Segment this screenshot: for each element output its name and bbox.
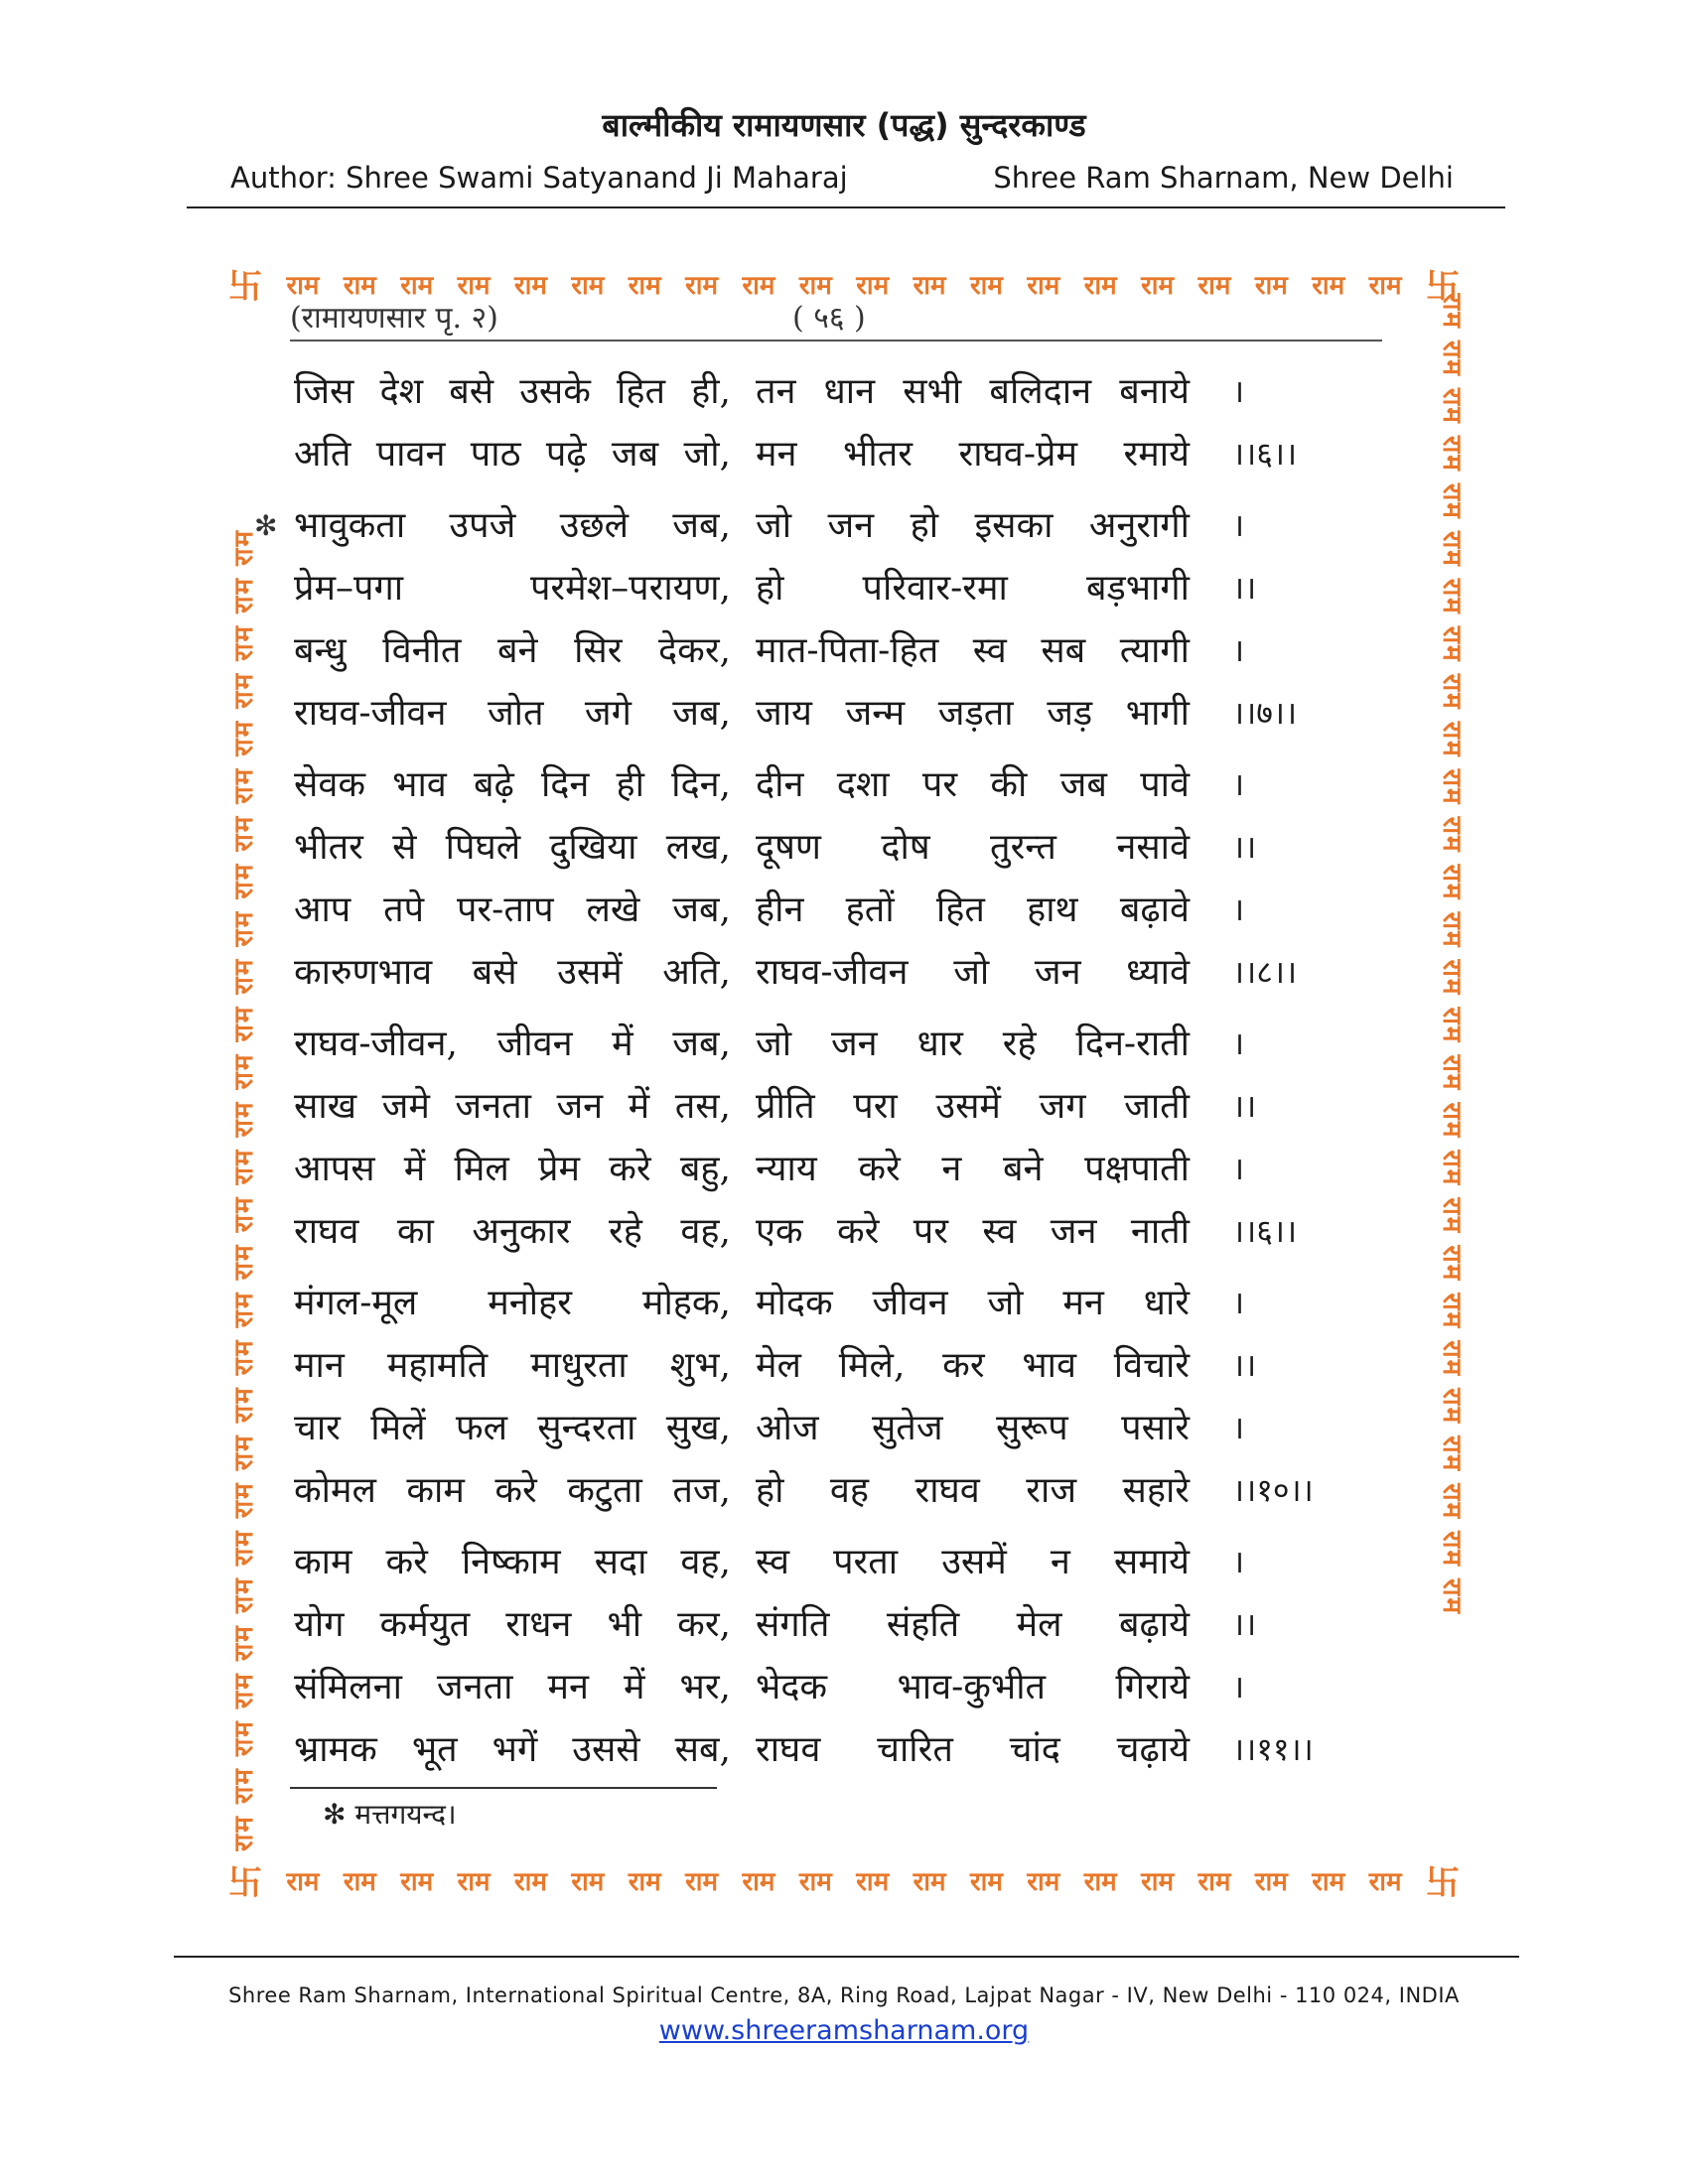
ornament-word: राम: [1312, 1866, 1345, 1897]
verse-second-half: मन भीतर राघव-प्रेम रमाये: [756, 434, 1190, 475]
verse-end-mark: ।।: [1232, 1346, 1257, 1384]
verse-end-mark: ।।७।।: [1232, 694, 1298, 732]
verse-end-mark: ।: [1232, 1543, 1245, 1580]
ornament-word: राम: [571, 270, 605, 301]
publisher-line: Shree Ram Sharnam, New Delhi: [993, 161, 1454, 195]
verse-first-half: योग कर्मयुत राधन भी कर,: [294, 1604, 731, 1645]
ornament-word: राम: [856, 270, 890, 301]
verse-line: [294, 423, 1416, 485]
verse-second-half: हो वह राघव राज सहारे: [756, 1470, 1190, 1511]
verse-line: [294, 1531, 1416, 1593]
ornament-word: राम: [969, 270, 1003, 301]
verse-line: [294, 1013, 1416, 1075]
ornament-word: राम: [571, 1866, 605, 1897]
ornament-word: राम: [1368, 1866, 1402, 1897]
verse-second-half: स्व परता उसमें न समाये: [756, 1542, 1190, 1582]
verse-end-mark: ।।: [1232, 828, 1257, 866]
ornament-word: राम: [742, 270, 775, 301]
page-reference-underline: [290, 340, 1382, 341]
verse-first-half: जिस देश बसे उसके हित ही,: [294, 371, 731, 412]
ornament-word: राम: [343, 270, 376, 301]
verse-end-mark: ।: [1232, 1409, 1245, 1446]
page-number: ( ५६ ): [792, 301, 866, 336]
verse-second-half: मात-पिता-हित स्व सब त्यागी: [756, 630, 1190, 671]
verse-first-half: भीतर से पिघले दुखिया लख,: [294, 827, 731, 868]
verse-first-half: प्रेम–पगा परमेश–परायण,: [294, 568, 731, 609]
ornament-word: राम: [513, 270, 547, 301]
verse-first-half: चार मिलें फल सुन्दरता सुख,: [294, 1408, 731, 1448]
verse-second-half: मोदक जीवन जो मन धारे: [756, 1283, 1190, 1323]
ornament-word: राम: [628, 270, 661, 301]
verse-line: [294, 1397, 1416, 1459]
verse-first-half: आप तपे पर-ताप लखे जब,: [294, 889, 731, 930]
ornament-word: राम: [913, 270, 946, 301]
verse-first-half: साख जमे जनता जन में तस,: [294, 1086, 731, 1127]
ornament-word: राम: [1083, 270, 1117, 301]
ornament-word: राम: [1083, 1866, 1117, 1897]
verse-first-half: संमिलना जनता मन में भर,: [294, 1667, 731, 1707]
ornament-word: राम: [1027, 1866, 1060, 1897]
ornament-word: राम: [286, 1866, 320, 1897]
verse-end-mark: ।।१०।।: [1232, 1471, 1314, 1509]
verse-line: [294, 1656, 1416, 1718]
verse-line: [294, 1138, 1416, 1200]
ornament-word: राम: [400, 270, 434, 301]
stanza: [294, 753, 1416, 1004]
verse-line: [294, 1718, 1416, 1781]
ornament-word: राम: [856, 1866, 890, 1897]
header-divider: [187, 206, 1505, 208]
ornament-word: राम: [457, 270, 491, 301]
ornament-word: राम: [513, 1866, 547, 1897]
author-line: Author: Shree Swami Satyanand Ji Maharaj: [230, 161, 848, 195]
ornament-word: राम: [1254, 1866, 1288, 1897]
verse-end-mark: ।: [1232, 765, 1245, 803]
verse-line: [294, 753, 1416, 816]
ornament-word: राम: [1197, 270, 1231, 301]
verse-second-half: न्याय करे न बने पक्षपाती: [756, 1149, 1190, 1189]
verse-end-mark: ।।: [1232, 569, 1257, 607]
document-title: बाल्मीकीय रामायणसार (पद्ध) सुन्दरकाण्ड: [602, 106, 1086, 144]
scanned-page-frame: [228, 253, 1467, 1903]
ornament-word: राम: [1312, 270, 1345, 301]
verse-end-mark: ।।६।।: [1232, 435, 1298, 473]
verse-end-mark: ।: [1232, 1024, 1245, 1062]
verse-first-half: भ्रामक भूत भगें उससे सब,: [294, 1729, 731, 1770]
ornament-word: राम: [1141, 1866, 1174, 1897]
stanza: [254, 494, 1416, 745]
verse-line: [254, 494, 1416, 557]
ornament-word: राम: [1368, 270, 1402, 301]
verse-end-mark: ।: [1232, 1284, 1245, 1321]
footer-address: Shree Ram Sharnam, International Spiritual Centre, 8A, Ring Road, Lajpat Nagar - IV, New Delhi - 110 024, INDIA: [228, 1983, 1460, 2007]
verse-second-half: राघव चारित चांद चढ़ाये: [756, 1729, 1190, 1770]
verse-first-half: सेवक भाव बढ़े दिन ही दिन,: [294, 764, 731, 805]
verse-second-half: जो जन धार रहे दिन-राती: [756, 1024, 1190, 1064]
verse-second-half: हीन हतों हित हाथ बढ़ावे: [756, 889, 1190, 930]
verse-first-half: कारुणभाव बसे उसमें अति,: [294, 952, 731, 993]
verse-end-mark: ।।: [1232, 1087, 1257, 1125]
verse-second-half: दूषण दोष तुरन्त नसावे: [756, 827, 1190, 868]
verse-first-half: राघव-जीवन जोत जगे जब,: [294, 693, 731, 734]
ornament-word: राम: [1027, 270, 1060, 301]
page-reference: (रामायणसार पृ. २): [290, 301, 498, 336]
verse-line: [294, 1200, 1416, 1263]
verse-second-half: एक करे पर स्व जन नाती: [756, 1211, 1190, 1252]
footnote: ✻ मत्तगयन्द।: [323, 1798, 457, 1831]
verse-line: [294, 619, 1416, 682]
verse-end-mark: ।: [1232, 1668, 1245, 1706]
verse-second-half: जाय जन्म जड़ता जड़ भागी: [756, 693, 1190, 734]
ornament-border-right: राम राम राम राम राम राम राम राम राम राम राम राम राम राम राम राम राम राम राम राम राम राम राम राम राम राम राम राम: [1437, 293, 1467, 1616]
verse-block: [254, 360, 1416, 1790]
footer-divider: [174, 1956, 1519, 1958]
ornament-word: राम: [1141, 270, 1174, 301]
ornament-word: राम: [798, 270, 832, 301]
verse-line: [294, 360, 1416, 423]
ornament-word: राम: [913, 1866, 946, 1897]
swastika-ornament: 卐: [1425, 1863, 1460, 1903]
verse-first-half: काम करे निष्काम सदा वह,: [294, 1542, 731, 1582]
ornament-word: राम: [628, 1866, 661, 1897]
verse-line: [294, 816, 1416, 879]
verse-first-half: कोमल काम करे कटुता तज,: [294, 1470, 731, 1511]
verse-second-half: ओज सुतेज सुरूप पसारे: [756, 1408, 1190, 1448]
verse-line: [294, 1459, 1416, 1522]
verse-first-half: मंगल-मूल मनोहर मोहक,: [294, 1283, 731, 1323]
ornament-word: राम: [742, 1866, 775, 1897]
website-link[interactable]: www.shreeramsharnam.org: [658, 2015, 1030, 2046]
verse-second-half: तन धान सभी बलिदान बनाये: [756, 371, 1190, 412]
swastika-ornament: 卐: [1425, 267, 1460, 307]
ornament-word: राम: [286, 270, 320, 301]
verse-first-half: आपस में मिल प्रेम करे बहु,: [294, 1149, 731, 1189]
ornament-word: राम: [343, 1866, 376, 1897]
verse-second-half: मेल मिले, कर भाव विचारे: [756, 1345, 1190, 1386]
ornament-word: राम: [400, 1866, 434, 1897]
stanza: [294, 1531, 1416, 1781]
footnote-divider: [290, 1787, 717, 1789]
verse-second-half: जो जन हो इसका अनुरागी: [756, 505, 1190, 546]
stanza: [294, 1013, 1416, 1263]
verse-second-half: भेदक भाव-कुभीत गिराये: [756, 1667, 1190, 1707]
verse-second-half: दीन दशा पर की जब पावे: [756, 764, 1190, 805]
ornament-word: राम: [685, 1866, 718, 1897]
stanza: [294, 1272, 1416, 1522]
verse-line: [294, 1334, 1416, 1397]
ornament-word: राम: [969, 1866, 1003, 1897]
ornament-word: राम: [457, 1866, 491, 1897]
ornament-word: राम: [1197, 1866, 1231, 1897]
verse-end-mark: ।।११।।: [1232, 1730, 1314, 1768]
ornament-word: राम: [685, 270, 718, 301]
verse-end-mark: ।।: [1232, 1605, 1257, 1643]
verse-first-half: अति पावन पाठ पढ़े जब जो,: [294, 434, 731, 475]
verse-line: [294, 941, 1416, 1004]
verse-second-half: प्रीति परा उसमें जग जाती: [756, 1086, 1190, 1127]
verse-second-half: संगति संहति मेल बढ़ाये: [756, 1604, 1190, 1645]
verse-first-half: राघव का अनुकार रहे वह,: [294, 1211, 731, 1252]
verse-end-mark: ।: [1232, 506, 1245, 544]
verse-end-mark: ।: [1232, 372, 1245, 410]
stanza: [294, 360, 1416, 485]
verse-second-half: हो परिवार-रमा बड़भागी: [756, 568, 1190, 609]
ornament-border-left: राम राम राम राम राम राम राम राम राम राम राम राम राम राम राम राम राम राम राम राम राम राम राम राम राम राम राम राम: [229, 528, 259, 1851]
verse-end-mark: ।: [1232, 1150, 1245, 1187]
verse-line: [294, 557, 1416, 619]
verse-line: [294, 682, 1416, 745]
verse-end-mark: ।: [1232, 890, 1245, 928]
verse-second-half: राघव-जीवन जो जन ध्यावे: [756, 952, 1190, 993]
verse-end-mark: ।।६।।: [1232, 1212, 1298, 1250]
swastika-ornament: 卐: [228, 267, 262, 307]
verse-first-half: बन्धु विनीत बने सिर देकर,: [294, 630, 731, 671]
verse-first-half: मान महामति माधुरता शुभ,: [294, 1345, 731, 1386]
ornament-border-bottom: [228, 1855, 1460, 1904]
verse-line: [294, 879, 1416, 941]
verse-line: [294, 1593, 1416, 1656]
meter-asterisk: ✻: [254, 509, 278, 542]
ornament-word: राम: [798, 1866, 832, 1897]
verse-end-mark: ।।८।।: [1232, 953, 1298, 991]
swastika-ornament: 卐: [228, 1863, 262, 1903]
verse-line: [294, 1075, 1416, 1138]
ornament-word: राम: [1254, 270, 1288, 301]
verse-first-half: राघव-जीवन, जीवन में जब,: [294, 1024, 731, 1064]
verse-first-half: भावुकता उपजे उछले जब,: [294, 505, 731, 546]
verse-line: [294, 1272, 1416, 1334]
verse-end-mark: ।: [1232, 631, 1245, 669]
